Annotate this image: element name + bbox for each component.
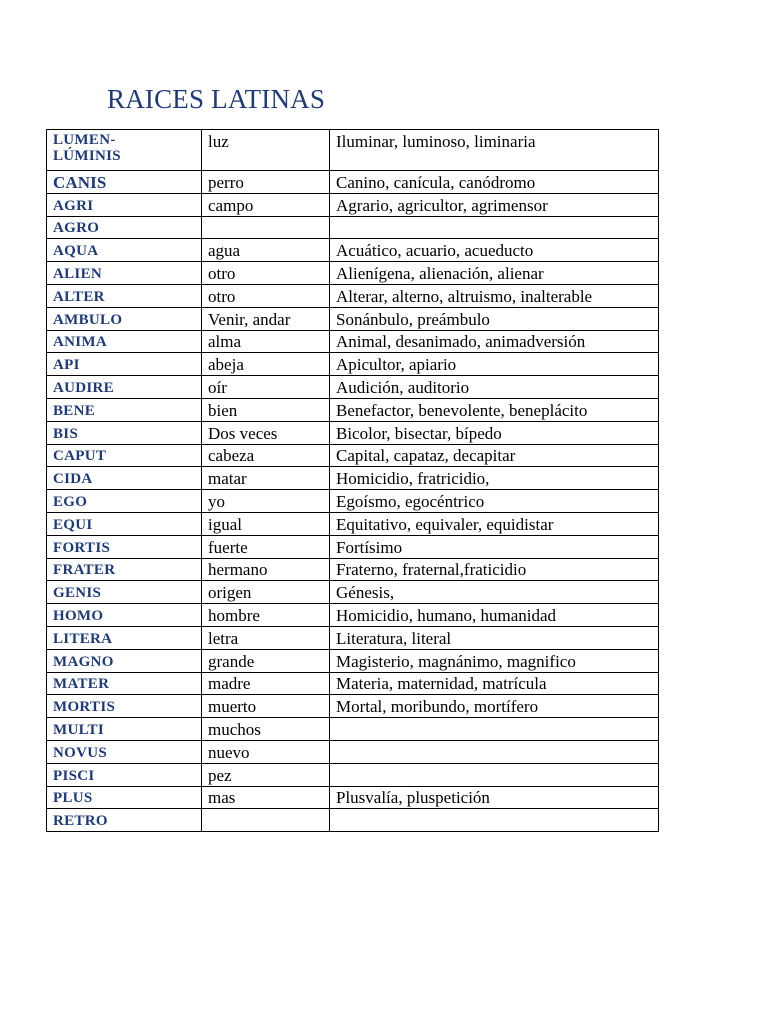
latin-root-cell: EQUI — [47, 512, 202, 535]
examples-cell: Acuático, acuario, acueducto — [330, 239, 659, 262]
meaning-cell: hombre — [202, 604, 330, 627]
table-row — [47, 695, 659, 718]
examples-cell: Literatura, literal — [330, 626, 659, 649]
latin-root-cell: NOVUS — [47, 740, 202, 763]
meaning-cell: perro — [202, 171, 330, 194]
table-row — [47, 353, 659, 376]
meaning-cell: grande — [202, 649, 330, 672]
examples-cell: Fortísimo — [330, 535, 659, 558]
meaning-cell: yo — [202, 490, 330, 513]
examples-cell: Homicidio, fratricidio, — [330, 467, 659, 490]
meaning-cell: abeja — [202, 353, 330, 376]
examples-cell: Magisterio, magnánimo, magnifico — [330, 649, 659, 672]
meaning-cell: mas — [202, 786, 330, 809]
examples-cell: Fraterno, fraternal,fraticidio — [330, 558, 659, 581]
table-row — [47, 130, 659, 171]
examples-cell — [330, 740, 659, 763]
table-row — [47, 604, 659, 627]
examples-cell: Animal, desanimado, animadversión — [330, 330, 659, 353]
table-row — [47, 763, 659, 786]
table-row — [47, 444, 659, 467]
meaning-cell: campo — [202, 193, 330, 216]
examples-cell — [330, 216, 659, 239]
table-row — [47, 421, 659, 444]
table-row — [47, 193, 659, 216]
meaning-cell — [202, 216, 330, 239]
meaning-cell: bien — [202, 398, 330, 421]
examples-cell: Capital, capataz, decapitar — [330, 444, 659, 467]
examples-cell: Apicultor, apiario — [330, 353, 659, 376]
table-row — [47, 239, 659, 262]
examples-cell: Homicidio, humano, humanidad — [330, 604, 659, 627]
table-row — [47, 512, 659, 535]
latin-root-cell: CAPUT — [47, 444, 202, 467]
table-row — [47, 786, 659, 809]
meaning-cell: nuevo — [202, 740, 330, 763]
examples-cell: Mortal, moribundo, mortífero — [330, 695, 659, 718]
table-row — [47, 376, 659, 399]
meaning-cell: Venir, andar — [202, 307, 330, 330]
latin-root-cell: PISCI — [47, 763, 202, 786]
examples-cell: Benefactor, benevolente, beneplácito — [330, 398, 659, 421]
meaning-cell: muerto — [202, 695, 330, 718]
table-row — [47, 558, 659, 581]
latin-root-cell: AQUA — [47, 239, 202, 262]
latin-root-cell: RETRO — [47, 809, 202, 832]
examples-cell — [330, 809, 659, 832]
meaning-cell: fuerte — [202, 535, 330, 558]
latin-root-cell: AUDIRE — [47, 376, 202, 399]
meaning-cell: cabeza — [202, 444, 330, 467]
examples-cell: Sonánbulo, preámbulo — [330, 307, 659, 330]
examples-cell: Plusvalía, pluspetición — [330, 786, 659, 809]
latin-root-cell: API — [47, 353, 202, 376]
latin-root-cell: MATER — [47, 672, 202, 695]
examples-cell: Audición, auditorio — [330, 376, 659, 399]
latin-root-cell: GENIS — [47, 581, 202, 604]
examples-cell: Alienígena, alienación, alienar — [330, 262, 659, 285]
table-row — [47, 649, 659, 672]
table-row — [47, 398, 659, 421]
latin-root-cell: CANIS — [47, 171, 202, 194]
latin-root-cell: MULTI — [47, 718, 202, 741]
latin-root-cell: LITERA — [47, 626, 202, 649]
examples-cell — [330, 718, 659, 741]
meaning-cell: otro — [202, 284, 330, 307]
table-row — [47, 307, 659, 330]
meaning-cell: otro — [202, 262, 330, 285]
meaning-cell: origen — [202, 581, 330, 604]
latin-root-cell: AGRO — [47, 216, 202, 239]
latin-root-cell: BIS — [47, 421, 202, 444]
table-row — [47, 581, 659, 604]
examples-cell — [330, 763, 659, 786]
meaning-cell: alma — [202, 330, 330, 353]
meaning-cell — [202, 809, 330, 832]
table-row — [47, 718, 659, 741]
meaning-cell: Dos veces — [202, 421, 330, 444]
latin-root-cell: AMBULO — [47, 307, 202, 330]
latin-root-cell: BENE — [47, 398, 202, 421]
latin-root-cell: HOMO — [47, 604, 202, 627]
latin-root-cell: ANIMA — [47, 330, 202, 353]
latin-root-cell: AGRI — [47, 193, 202, 216]
meaning-cell: letra — [202, 626, 330, 649]
examples-cell: Génesis, — [330, 581, 659, 604]
meaning-cell: agua — [202, 239, 330, 262]
latin-root-cell: ALTER — [47, 284, 202, 307]
table-row — [47, 284, 659, 307]
examples-cell: Agrario, agricultor, agrimensor — [330, 193, 659, 216]
examples-cell: Iluminar, luminoso, liminaria — [330, 130, 659, 171]
latin-root-cell: MAGNO — [47, 649, 202, 672]
table-row — [47, 171, 659, 194]
table-row — [47, 262, 659, 285]
latin-root-cell: PLUS — [47, 786, 202, 809]
examples-cell: Equitativo, equivaler, equidistar — [330, 512, 659, 535]
latin-root-cell: ALIEN — [47, 262, 202, 285]
latin-root-cell: LUMEN- LÚMINIS — [47, 130, 202, 171]
table-row — [47, 672, 659, 695]
meaning-cell: madre — [202, 672, 330, 695]
meaning-cell: matar — [202, 467, 330, 490]
meaning-cell: hermano — [202, 558, 330, 581]
examples-cell: Canino, canícula, canódromo — [330, 171, 659, 194]
latin-root-cell: CIDA — [47, 467, 202, 490]
examples-cell: Bicolor, bisectar, bípedo — [330, 421, 659, 444]
latin-root-cell: FORTIS — [47, 535, 202, 558]
page-title: RAICES LATINAS — [107, 84, 326, 114]
table-row — [47, 809, 659, 832]
table-row — [47, 740, 659, 763]
table-row — [47, 490, 659, 513]
table-row — [47, 626, 659, 649]
table-row — [47, 216, 659, 239]
meaning-cell: muchos — [202, 718, 330, 741]
table-body — [47, 130, 659, 832]
latin-root-cell: FRATER — [47, 558, 202, 581]
meaning-cell: igual — [202, 512, 330, 535]
table-row — [47, 467, 659, 490]
examples-cell: Egoísmo, egocéntrico — [330, 490, 659, 513]
meaning-cell: oír — [202, 376, 330, 399]
latin-root-cell: MORTIS — [47, 695, 202, 718]
latin-root-cell: EGO — [47, 490, 202, 513]
meaning-cell: pez — [202, 763, 330, 786]
table-row — [47, 535, 659, 558]
meaning-cell: luz — [202, 130, 330, 171]
examples-cell: Alterar, alterno, altruismo, inalterable — [330, 284, 659, 307]
examples-cell: Materia, maternidad, matrícula — [330, 672, 659, 695]
table-row — [47, 330, 659, 353]
latin-roots-table — [46, 129, 659, 832]
